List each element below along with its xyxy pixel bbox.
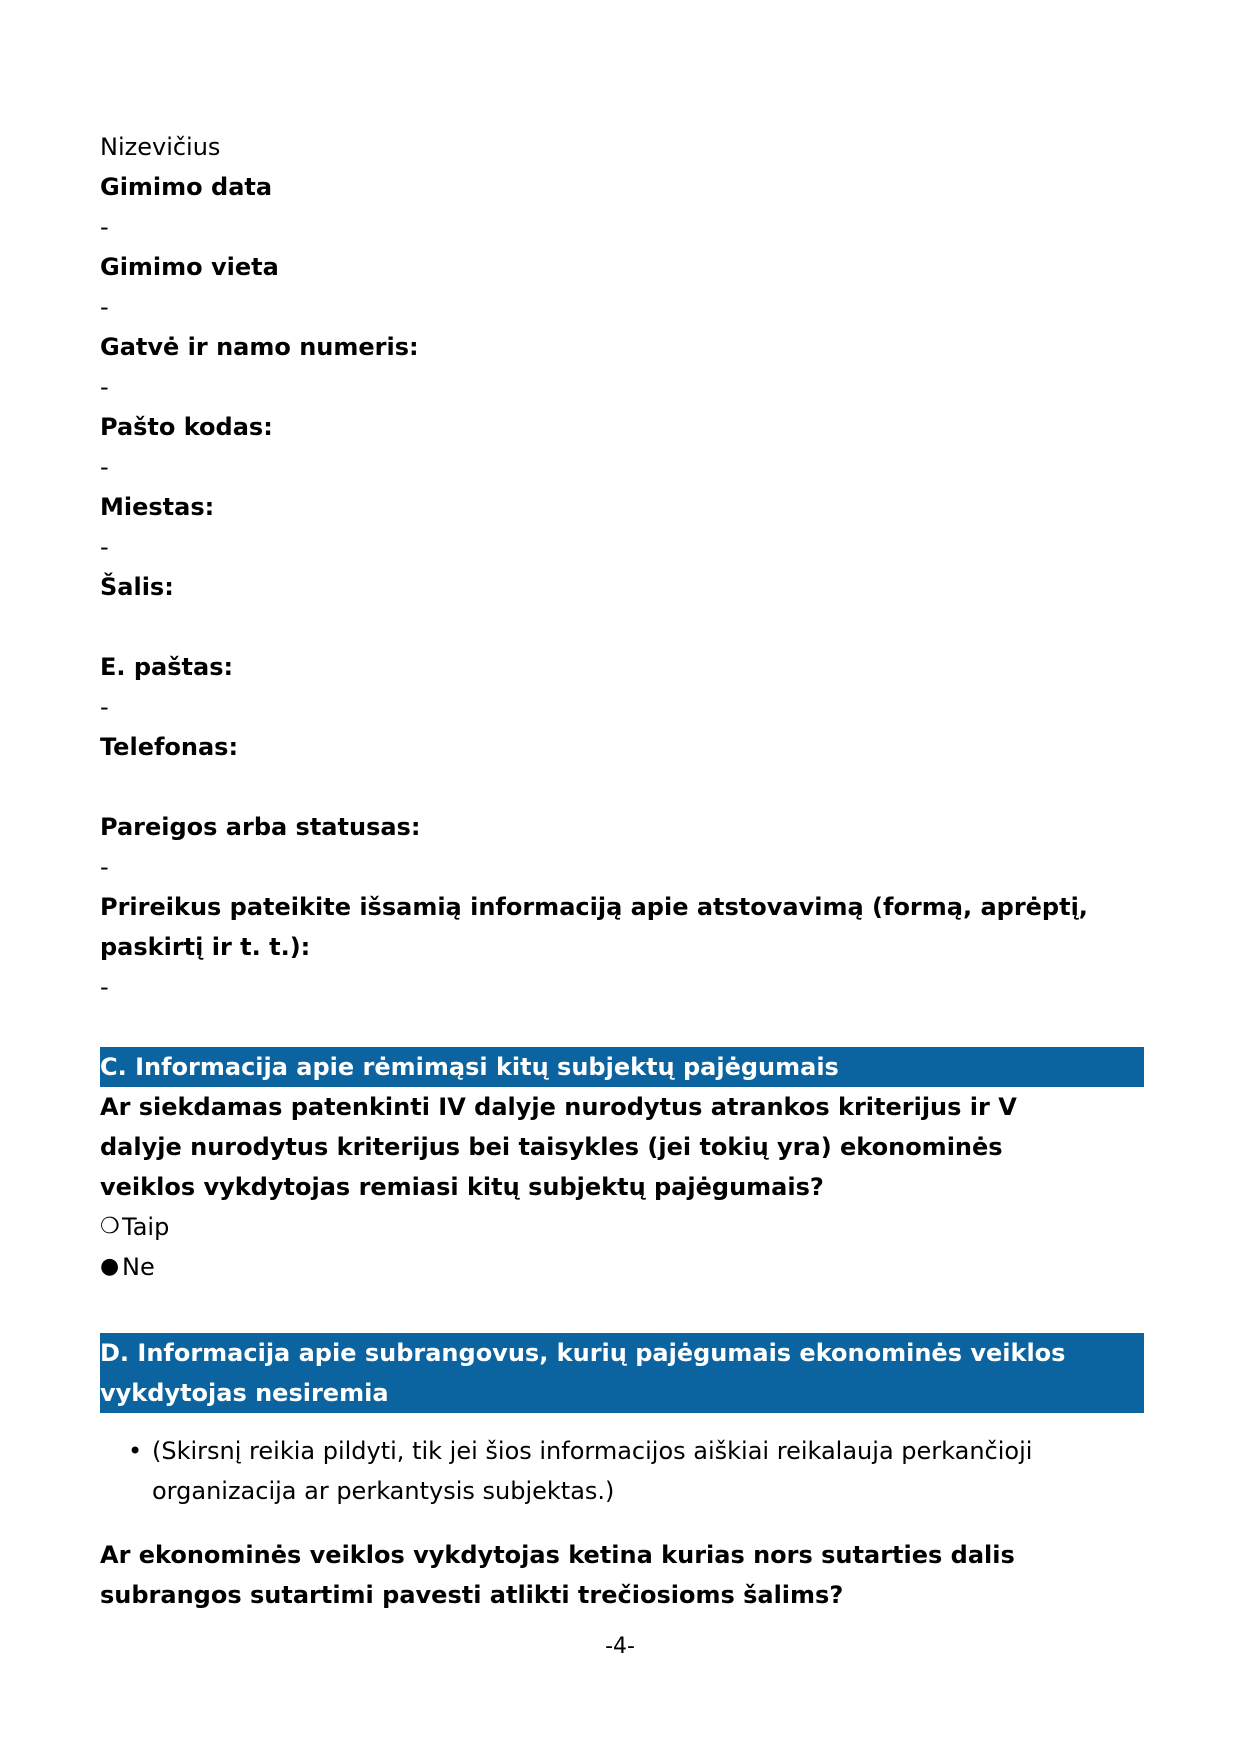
option-ne-label: Ne: [122, 1253, 155, 1281]
section-d-header-line-2: vykdytojas nesiremia: [100, 1379, 389, 1407]
document-page: [100, 127, 1144, 1615]
section-d-note: [100, 1431, 1144, 1511]
representation-label-line-1: Prireikus pateikite išsamią informaciją apie atstovavimą (formą, aprėptį,: [100, 893, 1088, 921]
section-d-question-line-1: Ar ekonominės veiklos vykdytojas ketina kurias nors sutarties dalis: [100, 1541, 1015, 1569]
spacer: [100, 1511, 1144, 1535]
spacer: [100, 1287, 1144, 1333]
phone-value: [100, 767, 1144, 807]
radio-selected-icon: ●: [100, 1254, 120, 1279]
page-number: -4-: [605, 1634, 635, 1659]
birth-place-label: Gimimo vieta: [100, 253, 279, 281]
option-taip[interactable]: [100, 1207, 1144, 1247]
spacer: [100, 1007, 1144, 1047]
option-ne[interactable]: [100, 1247, 1144, 1287]
birth-date-value: -: [100, 213, 109, 241]
radio-unselected-icon: ❍: [100, 1214, 120, 1239]
postal-code-value: -: [100, 453, 109, 481]
section-d-note-line-1: (Skirsnį reikia pildyti, tik jei šios informacijos aiškiai reikalauja perkančioji: [152, 1437, 1033, 1465]
street-label: Gatvė ir namo numeris:: [100, 333, 419, 361]
country-value: [100, 607, 1144, 647]
representation-value: -: [100, 973, 109, 1001]
section-d-note-line-2: organizacija ar perkantysis subjektas.): [152, 1477, 615, 1505]
surname-value: Nizevičius: [100, 133, 221, 161]
email-label: E. paštas:: [100, 653, 234, 681]
phone-label: Telefonas:: [100, 733, 239, 761]
bullet-icon: •: [128, 1437, 143, 1465]
representation-label-line-2: paskirtį ir t. t.):: [100, 933, 311, 961]
city-label: Miestas:: [100, 493, 215, 521]
section-c-header: C. Informacija apie rėmimąsi kitų subjektų pajėgumais: [100, 1047, 1144, 1087]
section-d-header-line-1: D. Informacija apie subrangovus, kurių pajėgumais ekonominės veiklos: [100, 1339, 1066, 1367]
postal-code-label: Pašto kodas:: [100, 413, 273, 441]
city-value: -: [100, 533, 109, 561]
section-d-header: [100, 1333, 1144, 1413]
position-value: -: [100, 853, 109, 881]
spacer: [100, 1413, 1144, 1431]
position-label: Pareigos arba statusas:: [100, 813, 421, 841]
country-label: Šalis:: [100, 573, 174, 601]
section-c-question-line-3: veiklos vykdytojas remiasi kitų subjektų pajėgumais?: [100, 1173, 824, 1201]
birth-place-value: -: [100, 293, 109, 321]
section-c-question-line-2: dalyje nurodytus kriterijus bei taisykles (jei tokių yra) ekonominės: [100, 1133, 1003, 1161]
birth-date-label: Gimimo data: [100, 173, 273, 201]
section-c-question-line-1: Ar siekdamas patenkinti IV dalyje nurodytus atrankos kriterijus ir V: [100, 1093, 1017, 1121]
street-value: -: [100, 373, 109, 401]
option-taip-label: Taip: [122, 1213, 170, 1241]
section-d-question-line-2: subrangos sutartimi pavesti atlikti trečiosioms šalims?: [100, 1581, 844, 1609]
email-value: -: [100, 693, 109, 721]
